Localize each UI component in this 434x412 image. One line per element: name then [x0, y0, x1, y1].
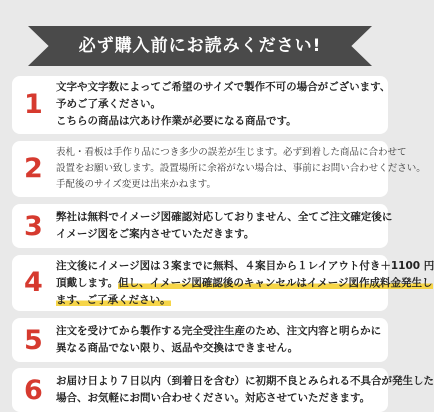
item-number: 1 — [24, 89, 43, 120]
notice-line: 文字や文字数によってご希望のサイズで製作不可の場合がございます、 — [56, 81, 391, 93]
notice-text — [56, 258, 434, 309]
notice-line-prefix: 頂戴します。 — [56, 277, 119, 289]
notice-card-6 — [12, 368, 434, 412]
notice-line: 弊社は無料でイメージ図確認対応しておりません、全てご注文確定後に — [56, 211, 393, 223]
notice-line: 手配後のサイズ変更は出来かねます。 — [56, 179, 216, 190]
notice-line: イメージ図をご案内させていただきます。 — [56, 228, 255, 240]
notice-card-1 — [12, 76, 391, 134]
item-number: 4 — [24, 267, 43, 298]
notice-text — [56, 373, 434, 407]
item-number: 6 — [24, 375, 43, 406]
item-number: 2 — [24, 153, 43, 184]
notice-text — [56, 209, 393, 243]
cancellation-fee-highlight: 但し、イメージ図確認後のキャンセルはイメージ図作成料金発生し — [118, 277, 433, 289]
notice-card-4 — [12, 255, 434, 311]
notice-line: 場合、お気軽にお問い合わせください。対応させていただきます。 — [56, 392, 371, 404]
notice-line: お届け日より７日以内（到着日を含む）に初期不良とみられる不具合が発生した — [56, 375, 434, 387]
cancellation-fee-highlight-cont: ます、ご了承ください。 — [56, 294, 171, 306]
notice-text — [56, 145, 426, 193]
notice-line: 異なる商品でない限り、返品や交換はできません。 — [56, 342, 299, 354]
notice-card-2 — [12, 141, 426, 197]
notice-card-3 — [12, 204, 393, 248]
notice-line: 設置をお願い致します。設置場所に余裕がない場合は、事前にお問い合わせください。 — [56, 163, 426, 174]
notice-line: 表札・看板は手作り品につき多少の誤差が生じます。必ず到着した商品に合わせて — [56, 147, 407, 158]
item-number: 5 — [24, 325, 43, 356]
notice-text — [56, 323, 382, 357]
notice-line — [56, 275, 433, 292]
notice-line: 注文後にイメージ図は３案までに無料、４案目から１レイアウト付き＋1100 円 — [56, 260, 434, 272]
notice-line: こちらの商品は穴あけ作業が必要になる商品です。 — [56, 115, 297, 127]
notice-line: 注文を受けてから製作する完全受注生産のため、注文内容と明らかに — [56, 325, 382, 337]
notice-line: 予めご了承ください。 — [56, 98, 161, 110]
notice-card-5 — [12, 318, 388, 362]
notice-line — [56, 292, 376, 309]
page-title: 必ず購入前にお読みください! — [78, 36, 322, 56]
notice-text — [56, 79, 391, 130]
item-number: 3 — [24, 211, 43, 242]
